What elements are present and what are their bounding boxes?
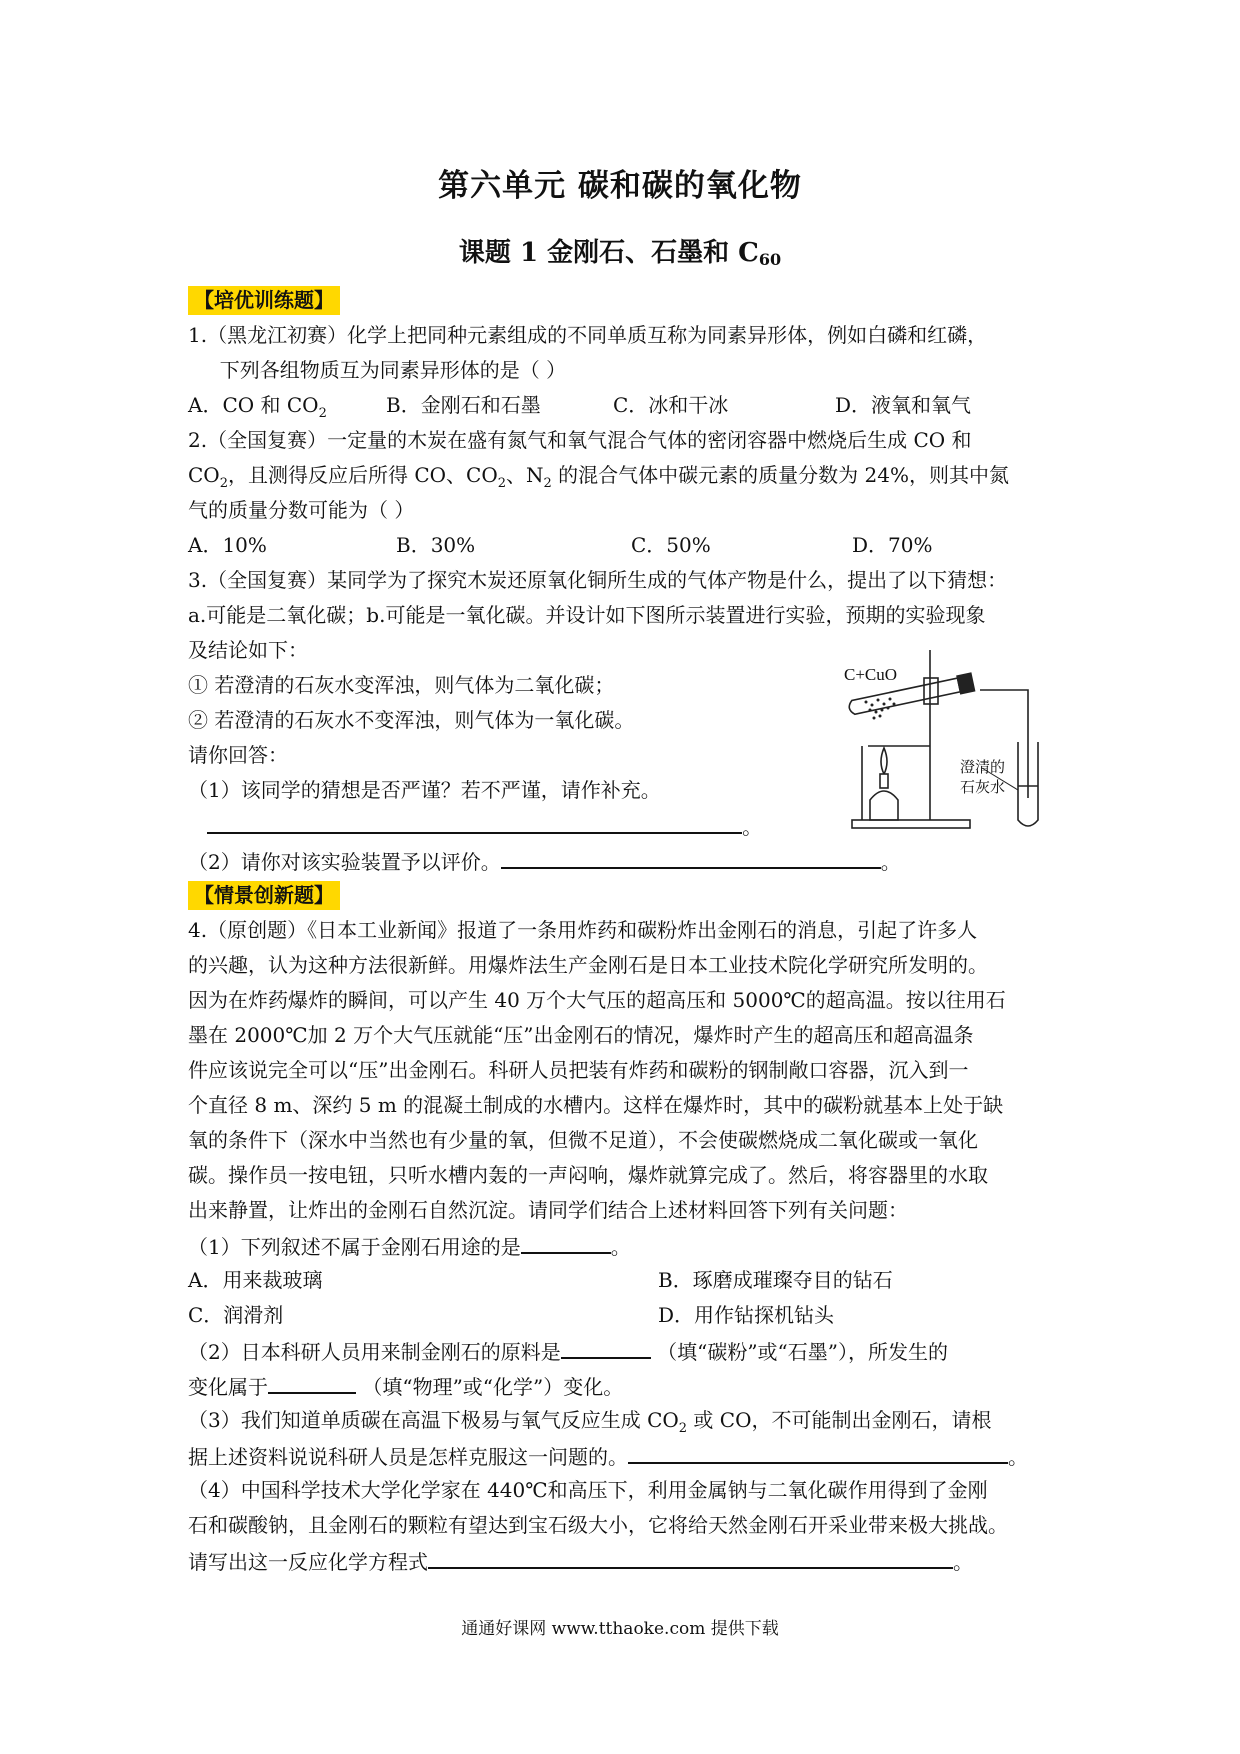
q2-sub: 2 <box>219 476 228 491</box>
question-2-options <box>188 528 1056 563</box>
q2-text: 的混合气体中碳元素的质量分数为 24%，则其中氮 <box>551 463 1009 487</box>
question-4-para: 的兴趣，认为这种方法很新鲜。用爆炸法生产金刚石是日本工业技术院化学研究所发明的。 <box>188 953 988 977</box>
question-1-line-2 <box>188 353 1056 388</box>
question-4-para: 4.（原创题）《日本工业新闻》报道了一条用炸药和碳粉炸出金刚石的消息，引起了许多人 <box>188 918 978 942</box>
question-4-sub-4-end <box>188 1543 1056 1578</box>
question-4-sub-2-text: （填“碳粉”或“石墨”），所发生的 <box>657 1340 948 1364</box>
footer: 通通好课网 www.tthaoke.com 提供下载 <box>461 1619 779 1639</box>
question-4-sub-4-text: 请写出这一反应化学方程式 <box>188 1550 428 1574</box>
option-c: C．润滑剂 <box>188 1303 284 1327</box>
option-c: C．50% <box>631 533 711 557</box>
option-d: D．液氧和氧气 <box>835 393 972 417</box>
question-4-sub-1 <box>188 1228 1056 1263</box>
question-4-sub-3-text: 或 CO，不可能制出金刚石，请根 <box>687 1408 992 1432</box>
option-c: C．冰和干冰 <box>613 393 729 417</box>
question-4-para: 件应该说完全可以“压”出金刚石。科研人员把装有炸药和碳粉的钢制敞口容器，沉入到一 <box>188 1058 969 1082</box>
question-4-para: 碳。操作员一按电钮，只听水槽内轰的一声闷响，爆炸就算完成了。然后，将容器里的水取 <box>188 1163 988 1187</box>
apparatus-figure <box>832 650 1064 832</box>
period: 。 <box>880 850 901 874</box>
question-3-sub-2-text: （2）请你对该实验装置予以评价。 <box>188 850 501 874</box>
question-4-sub-3-cont <box>188 1438 1056 1473</box>
section-heading <box>188 283 1056 318</box>
period: 。 <box>1008 1445 1028 1469</box>
q2-text: ，且测得反应后所得 CO、CO <box>227 463 498 487</box>
q2-sub: 2 <box>543 476 552 491</box>
answer-blank[interactable] <box>428 1543 953 1569</box>
section-heading <box>188 878 1056 913</box>
question-2-line-2 <box>188 458 1056 493</box>
question-4-para: 个直径 8 m、深约 5 m 的混凝土制成的水槽内。这样在爆炸时，其中的碳粉就基本上处于缺 <box>188 1093 1004 1117</box>
question-4-options-row-2 <box>188 1298 1056 1333</box>
section-badge-scenario: 【情景创新题】 <box>188 881 340 910</box>
answer-blank[interactable] <box>268 1368 356 1394</box>
lesson-title-subscript: 60 <box>758 250 782 269</box>
q2-sub: 2 <box>497 476 507 491</box>
question-3-line-1: 3.（全国复赛）某同学为了探究木炭还原氧化铜所生成的气体产物是什么，提出了以下猜想： <box>188 568 1008 592</box>
option-b: B．30% <box>396 533 476 557</box>
q2-text: 、N <box>506 463 544 487</box>
question-4-sub-4: （4）中国科学技术大学化学家在 440℃和高压下，利用金属钠与二氧化碳作用得到了金刚 <box>188 1478 988 1502</box>
option-a-subscript: 2 <box>318 406 327 421</box>
alcohol-lamp <box>870 791 898 820</box>
limewater-label-2: 石灰水 <box>960 779 1006 796</box>
question-4-sub-2-text: （2）日本科研人员用来制金刚石的原料是 <box>188 1340 561 1364</box>
question-4-sub-4-cont: 石和碳酸钠，且金刚石的颗粒有望达到宝石级大小，它将给天然金刚石开采业带来极大挑战。 <box>188 1513 1008 1537</box>
option-a: A．10% <box>188 533 267 557</box>
question-2-line-3: 气的质量分数可能为（ ） <box>188 498 415 522</box>
stand-base <box>852 820 970 828</box>
question-2-line-1: 2.（全国复赛）一定量的木炭在盛有氮气和氧气混合气体的密闭容器中燃烧后生成 CO 和 <box>188 428 972 452</box>
question-4-sub-1-text: （1）下列叙述不属于金刚石用途的是 <box>188 1235 521 1259</box>
period: 。 <box>742 815 763 839</box>
answer-blank[interactable] <box>501 843 881 869</box>
section-badge-training: 【培优训练题】 <box>188 286 340 315</box>
option-d: D．用作钻探机钻头 <box>658 1303 835 1327</box>
question-4-para: 氧的条件下（深水中当然也有少量的氧，但微不足道），不会使碳燃烧成二氧化碳或一氧化 <box>188 1128 978 1152</box>
answer-blank[interactable] <box>628 1438 1008 1464</box>
answer-blank[interactable] <box>521 1228 611 1254</box>
period: 。 <box>610 1235 631 1259</box>
option-b: B．金刚石和石墨 <box>386 393 541 417</box>
lesson-title-text: 课题 1 金刚石、石墨和 C <box>458 238 759 268</box>
question-3-sub-1: （1）该同学的猜想是否严谨？若不严谨，请作补充。 <box>188 778 661 802</box>
q2-co: CO <box>188 463 220 487</box>
question-1-stem: 下列各组物质互为同素异形体的是（ ） <box>219 358 567 382</box>
lamp-flame <box>881 748 887 774</box>
question-4-para: 因为在炸药爆炸的瞬间，可以产生 40 万个大气压的超高压和 5000℃的超高温。按以往用石 <box>188 988 1006 1012</box>
question-1-line-1: 1.（黑龙江初赛）化学上把同种元素组成的不同单质互称为同素异形体，例如白磷和红磷， <box>188 323 988 347</box>
subscript: 2 <box>678 1421 688 1436</box>
question-4-sub-2 <box>188 1333 1056 1368</box>
question-4-sub-3 <box>188 1403 1056 1438</box>
question-4-para: 出来静置，让炸出的金刚石自然沉淀。请同学们结合上述材料回答下列有关问题： <box>188 1198 908 1222</box>
question-3-hypothesis-2: ② 若澄清的石灰水不变浑浊，则气体为一氧化碳。 <box>188 708 635 732</box>
limewater-label-1: 澄清的 <box>960 759 1006 776</box>
question-3-sub-2 <box>188 843 1056 878</box>
question-4-sub-3-text: （3）我们知道单质碳在高温下极易与氧气反应生成 CO <box>188 1408 679 1432</box>
question-4-sub-3-text: 据上述资料说说科研人员是怎样克服这一问题的。 <box>188 1445 628 1469</box>
question-3-hypothesis-1: ① 若澄清的石灰水变浑浊，则气体为二氧化碳； <box>188 673 615 697</box>
content <box>188 283 1056 1578</box>
lesson-title <box>0 232 1240 269</box>
question-4-sub-2-text: （填“物理”或“化学”）变化。 <box>362 1375 624 1399</box>
answer-blank[interactable] <box>561 1333 651 1359</box>
lamp-wick-holder <box>880 774 888 788</box>
question-3-prompt: 请你回答： <box>188 743 288 767</box>
question-4-sub-2-text: 变化属于 <box>188 1375 268 1399</box>
option-a <box>188 388 386 423</box>
question-3-line-3: 及结论如下： <box>188 638 308 662</box>
question-4-options-row-1 <box>188 1263 1056 1298</box>
option-a: A．用来裁玻璃 <box>188 1268 323 1292</box>
question-4-sub-2-cont <box>188 1368 1056 1403</box>
unit-title: 第六单元 碳和碳的氧化物 <box>438 168 802 204</box>
option-b: B．琢磨成璀璨夺目的钻石 <box>658 1268 893 1292</box>
period: 。 <box>953 1550 973 1574</box>
stopper <box>957 673 974 694</box>
question-3-line-2: a.可能是二氧化碳；b.可能是一氧化碳。并设计如下图所示装置进行实验，预期的实验现象 <box>188 603 986 627</box>
question-1-options <box>188 388 1056 423</box>
answer-blank[interactable] <box>207 808 742 834</box>
option-a-text: A．CO 和 CO <box>188 393 319 417</box>
option-d: D．70% <box>852 533 933 557</box>
question-4-para: 墨在 2000℃加 2 万个大气压就能“压”出金刚石的情况，爆炸时产生的超高压和超高温条 <box>188 1023 974 1047</box>
reactant-label: C+CuO <box>844 665 898 684</box>
